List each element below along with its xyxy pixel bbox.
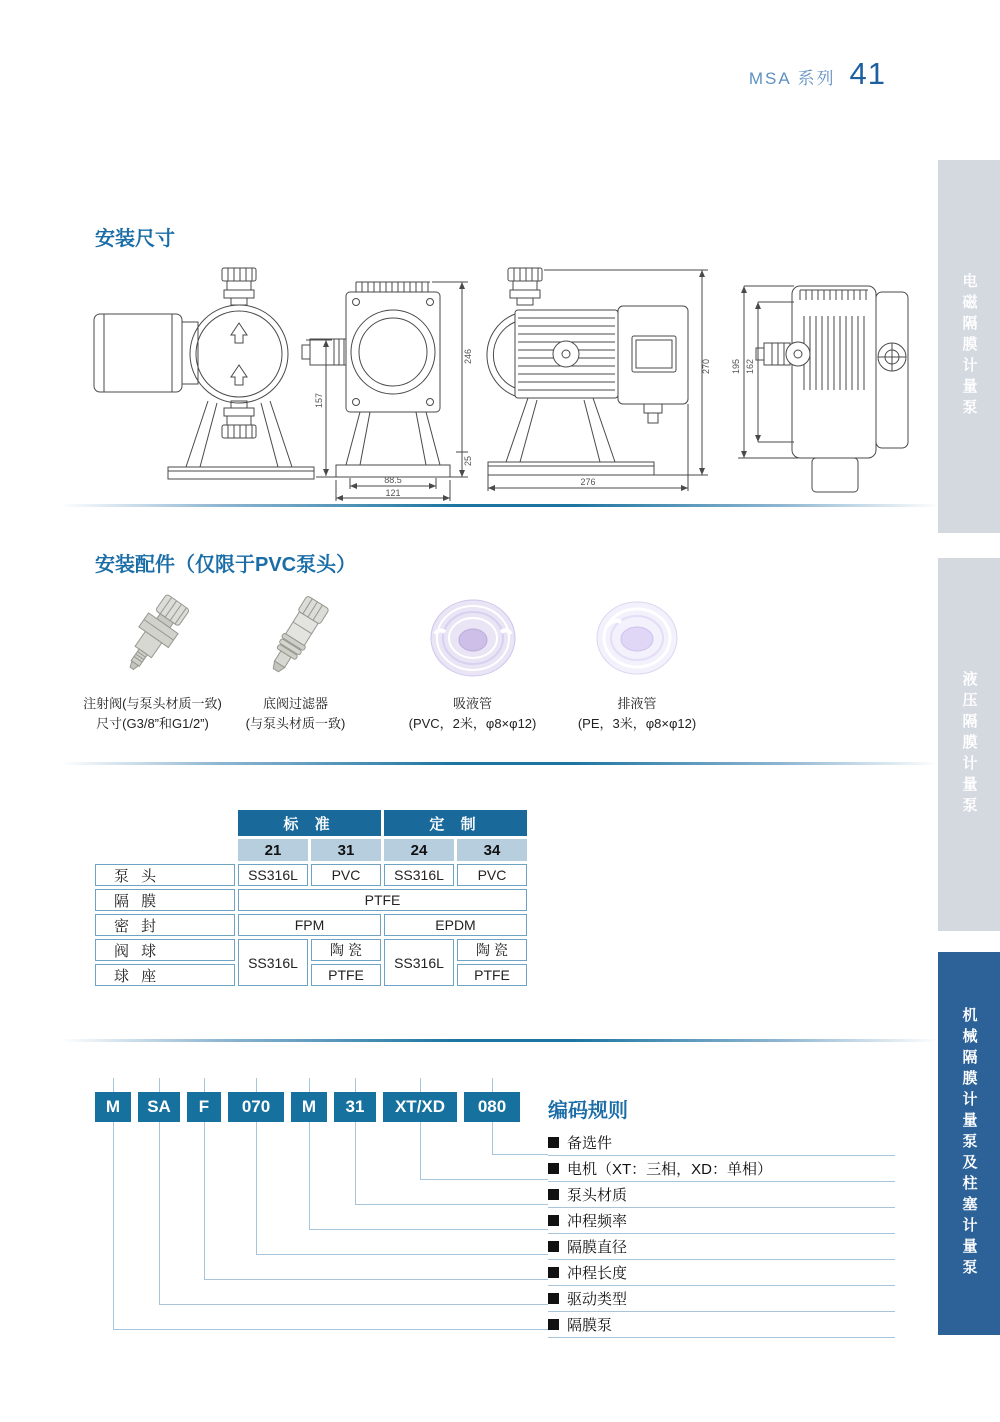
legend-item — [548, 1260, 895, 1286]
connector-tick — [159, 1078, 160, 1092]
pump-side-view-b — [487, 268, 708, 491]
connector-line — [309, 1122, 310, 1230]
accessory-caption — [385, 694, 560, 734]
injection-valve-image — [103, 588, 203, 688]
section-divider — [60, 504, 940, 507]
connector-line — [355, 1204, 548, 1205]
table-cell: PVC — [457, 864, 527, 886]
row-header-valve-ball: 阀 球 — [95, 939, 235, 961]
legend-label: 备选件 — [567, 1135, 613, 1152]
group-header-custom: 定 制 — [384, 810, 527, 836]
accessory-spec: 尺寸(G3/8”和G1/2”) — [96, 716, 209, 732]
bullet-square-icon — [548, 1215, 559, 1226]
dim-88-5: 88.5 — [384, 475, 402, 485]
bullet-square-icon — [548, 1137, 559, 1148]
foot-valve-image — [251, 588, 341, 688]
bullet-square-icon — [548, 1163, 559, 1174]
accessory-name: 排液管 — [617, 696, 657, 711]
legend-label: 驱动类型 — [567, 1291, 628, 1308]
dim-121: 121 — [385, 488, 401, 498]
dim-162: 162 — [745, 358, 755, 374]
dim-195: 195 — [731, 358, 741, 374]
accessory-spec: (PE，3米，φ8×φ12) — [577, 716, 697, 732]
table-cell: SS316L — [238, 864, 308, 886]
table-cell-ceramic-std: 陶 瓷 — [311, 939, 381, 961]
connector-line — [159, 1122, 160, 1305]
section-divider — [60, 1039, 940, 1042]
accessory-name: 吸液管 — [452, 696, 492, 711]
page-header — [749, 56, 886, 92]
table-cell: SS316L — [384, 864, 454, 886]
dim-246: 246 — [463, 348, 473, 364]
code-block-xtxd: XT/XD — [383, 1092, 457, 1122]
bullet-square-icon — [548, 1189, 559, 1200]
legend-label: 泵头材质 — [567, 1187, 628, 1204]
coding-legend — [548, 1130, 895, 1338]
connector-line — [204, 1122, 205, 1280]
connector-line — [420, 1179, 548, 1180]
table-cell-valve-ball-std: SS316L — [238, 939, 308, 986]
dim-270: 270 — [701, 358, 711, 374]
accessory-spec: (PVC，2米，φ8×φ12) — [408, 716, 537, 732]
legend-label: 隔膜泵 — [567, 1317, 613, 1334]
column-header: 31 — [311, 839, 381, 861]
connector-tick — [204, 1078, 205, 1092]
connector-line — [256, 1254, 548, 1255]
accessory-name: 底阀过滤器 — [262, 696, 328, 711]
connector-line — [204, 1279, 548, 1280]
bullet-square-icon — [548, 1241, 559, 1252]
legend-item — [548, 1208, 895, 1234]
section-divider — [60, 762, 940, 765]
bullet-square-icon — [548, 1293, 559, 1304]
accessory-caption — [228, 694, 363, 734]
accessory-foot-valve — [228, 588, 363, 734]
installation-dimensions-title: 安装尺寸 — [95, 228, 175, 250]
legend-label: 冲程频率 — [567, 1213, 628, 1230]
connector-line — [492, 1154, 548, 1155]
connector-line — [492, 1122, 493, 1155]
connector-tick — [492, 1078, 493, 1092]
table-cell-seat-std: PTFE — [311, 964, 381, 986]
pump-front-view — [302, 282, 468, 501]
connector-line — [355, 1122, 356, 1205]
discharge-tube-image — [587, 588, 687, 688]
connector-line — [113, 1122, 114, 1330]
connector-tick — [113, 1078, 114, 1092]
materials-table — [95, 810, 527, 986]
coding-rule-title: 编码规则 — [548, 1100, 628, 1122]
legend-item — [548, 1234, 895, 1260]
sidebar-tab-label: 液压隔膜计量泵 — [960, 671, 978, 818]
accessory-caption — [552, 694, 722, 734]
connector-tick — [309, 1078, 310, 1092]
code-block-f: F — [187, 1092, 221, 1122]
sidebar-tab-solenoid-pump — [938, 160, 1000, 533]
column-header: 21 — [238, 839, 308, 861]
dim-276: 276 — [580, 477, 596, 487]
code-block-070: 070 — [228, 1092, 284, 1122]
code-block-m2: M — [291, 1092, 327, 1122]
connector-tick — [256, 1078, 257, 1092]
series-title: MSA 系列 — [748, 69, 836, 88]
table-cell-seal-std: FPM — [238, 914, 381, 936]
page-number: 41 — [849, 56, 886, 91]
code-block-sa: SA — [138, 1092, 180, 1122]
connector-line — [420, 1122, 421, 1180]
legend-label: 冲程长度 — [567, 1265, 628, 1282]
bullet-square-icon — [548, 1267, 559, 1278]
code-block-m1: M — [95, 1092, 131, 1122]
legend-item — [548, 1286, 895, 1312]
accessory-discharge-tube — [552, 588, 722, 734]
table-cell-seal-custom: EPDM — [384, 914, 527, 936]
column-header: 24 — [384, 839, 454, 861]
connector-tick — [420, 1078, 421, 1092]
sidebar-tab-hydraulic-pump — [938, 558, 1000, 931]
sidebar-tab-label: 机械隔膜计量泵及柱塞计量泵 — [960, 1007, 978, 1280]
connector-line — [309, 1229, 548, 1230]
column-header: 34 — [457, 839, 527, 861]
legend-label: 电机（XT：三相，XD：单相） — [567, 1161, 773, 1178]
pump-rear-view — [738, 286, 908, 492]
table-cell: PVC — [311, 864, 381, 886]
dim-25: 25 — [463, 455, 473, 466]
pump-dimension-drawings — [88, 262, 913, 504]
accessory-suction-tube — [385, 588, 560, 734]
row-header-seal: 密 封 — [95, 914, 235, 936]
legend-item — [548, 1182, 895, 1208]
legend-item — [548, 1156, 895, 1182]
code-block-080: 080 — [464, 1092, 520, 1122]
legend-item — [548, 1130, 895, 1156]
sidebar-tab-label: 电磁隔膜计量泵 — [960, 273, 978, 420]
group-header-standard: 标 准 — [238, 810, 381, 836]
table-cell-diaphragm: PTFE — [238, 889, 527, 911]
dim-157: 157 — [314, 392, 324, 408]
suction-tube-image — [423, 588, 523, 688]
pump-side-view-a — [94, 268, 314, 479]
accessory-name: 注射阀(与泵头材质一致) — [83, 696, 222, 711]
connector-line — [159, 1304, 548, 1305]
sidebar-tab-mechanical-pump — [938, 952, 1000, 1335]
accessory-injection-valve — [70, 588, 235, 734]
row-header-ball-seat: 球 座 — [95, 964, 235, 986]
code-block-31: 31 — [334, 1092, 376, 1122]
bullet-square-icon — [548, 1319, 559, 1330]
row-header-diaphragm: 隔 膜 — [95, 889, 235, 911]
connector-line — [113, 1329, 548, 1330]
row-header-pump-head: 泵 头 — [95, 864, 235, 886]
table-cell-valve-ball-custom: SS316L — [384, 939, 454, 986]
accessory-caption — [70, 694, 235, 734]
accessory-spec: (与泵头材质一致) — [245, 716, 346, 732]
legend-label: 隔膜直径 — [567, 1239, 628, 1256]
table-cell-seat-custom: PTFE — [457, 964, 527, 986]
connector-line — [256, 1122, 257, 1255]
table-cell-ceramic-custom: 陶 瓷 — [457, 939, 527, 961]
connector-tick — [355, 1078, 356, 1092]
legend-item — [548, 1312, 895, 1338]
accessories-title: 安装配件（仅限于PVC泵头） — [95, 554, 357, 576]
